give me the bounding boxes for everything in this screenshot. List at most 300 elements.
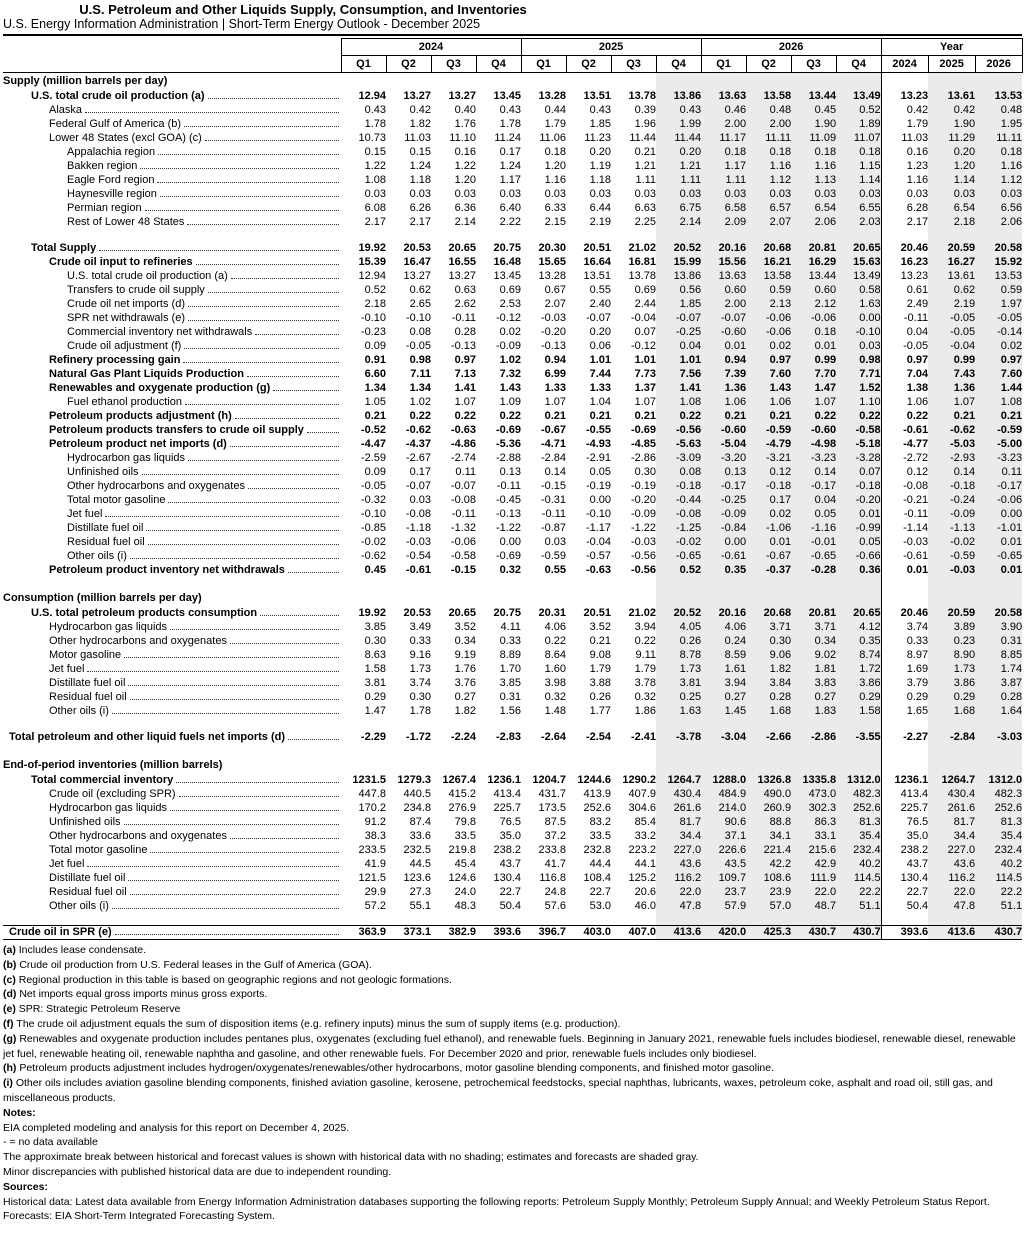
spacer-row [3, 719, 1022, 731]
table-row [3, 872, 1022, 886]
value-cell [386, 757, 431, 774]
value-cell: 233.8 [538, 844, 567, 856]
value-cell: -0.07 [656, 312, 701, 326]
value-cell: 276.9 [448, 802, 476, 814]
row-label-cell [3, 830, 341, 844]
section-heading: Consumption (million barrels per day) [3, 592, 202, 604]
value-cell: 2.62 [454, 298, 476, 310]
value-cell: 0.52 [364, 284, 386, 296]
value-cell: -2.54 [585, 731, 612, 743]
row-label: Total motor gasoline [67, 494, 166, 506]
value-cell: 0.00 [589, 494, 612, 506]
value-cell: -0.67 [540, 424, 567, 436]
value-cell: -4.47 [360, 438, 386, 450]
value-cell: 81.3 [836, 816, 881, 830]
value-cell: 1.01 [656, 354, 701, 368]
value-cell: 21.02 [628, 607, 657, 619]
value-cell: 0.02 [746, 340, 791, 354]
table-row [3, 90, 1022, 104]
value-cell: 0.34 [791, 635, 836, 649]
value-cell: 13.27 [448, 270, 476, 282]
value-cell: 20.75 [493, 607, 522, 619]
dot-leader [183, 362, 339, 363]
dot-leader [112, 908, 339, 909]
table-row [3, 886, 1022, 900]
value-cell: 1.05 [364, 396, 386, 408]
value-cell: 0.21 [975, 410, 1022, 424]
value-cell: 0.42 [928, 104, 975, 118]
quarter-header: Q2 [386, 56, 431, 73]
value-cell: 1.45 [701, 705, 746, 719]
value-cell: 1.02 [409, 396, 431, 408]
value-cell [521, 914, 566, 926]
value-cell: 0.58 [836, 284, 881, 298]
spacer-row [3, 914, 1022, 926]
value-cell [341, 590, 386, 607]
value-cell: 2.03 [836, 216, 881, 230]
dot-leader [112, 713, 339, 714]
row-label: Distillate fuel oil [49, 677, 126, 689]
value-cell: 1.63 [836, 298, 881, 312]
value-cell [836, 757, 881, 774]
row-label: Residual fuel oil [49, 886, 127, 898]
row-label: Permian region [67, 202, 142, 214]
value-cell: 413.6 [928, 926, 975, 940]
value-cell: 1.85 [589, 118, 612, 130]
value-cell: -4.85 [630, 438, 657, 450]
section-heading-row [3, 757, 1022, 774]
value-cell: 1.21 [656, 160, 701, 174]
value-cell: 2.18 [928, 216, 975, 230]
value-cell: 1.79 [544, 118, 567, 130]
value-cell: -0.10 [585, 508, 612, 520]
value-cell [791, 578, 836, 590]
value-cell: -0.13 [450, 340, 476, 352]
value-cell: 19.92 [358, 242, 386, 254]
value-cell: 3.85 [499, 677, 522, 689]
value-cell: 0.98 [409, 354, 431, 366]
value-cell: 1264.7 [928, 774, 975, 788]
value-cell [836, 719, 881, 731]
value-cell: -1.22 [630, 522, 657, 534]
value-cell: -0.05 [360, 480, 386, 492]
row-label-cell [3, 508, 341, 522]
row-label: U.S. total crude oil production (a) [67, 270, 228, 282]
page-subtitle: U.S. Energy Information Administration | Short-Term Energy Outlook - December 2025 [3, 17, 1022, 36]
value-cell: 0.03 [454, 188, 476, 200]
table-row [3, 691, 1022, 705]
dot-leader [130, 558, 339, 559]
table-row [3, 774, 1022, 788]
value-cell: 13.23 [881, 90, 928, 104]
value-cell: -0.10 [360, 508, 386, 520]
value-cell: 238.2 [881, 844, 928, 858]
table-row [3, 202, 1022, 216]
row-label: Petroleum products adjustment (h) [49, 410, 232, 422]
quarter-header: Q4 [656, 56, 701, 73]
value-cell: 2.19 [928, 298, 975, 312]
table-row [3, 802, 1022, 816]
value-cell: 0.21 [544, 410, 567, 422]
value-cell: -0.06 [746, 326, 791, 340]
value-cell: -0.67 [746, 550, 791, 564]
value-cell: 0.20 [656, 146, 701, 160]
value-cell [386, 719, 431, 731]
value-cell: -0.08 [881, 480, 928, 494]
value-cell: 20.51 [583, 607, 612, 619]
value-cell: 76.5 [499, 816, 522, 828]
value-cell: 20.58 [975, 242, 1022, 256]
table-row [3, 104, 1022, 118]
value-cell: -0.09 [495, 340, 522, 352]
value-cell: -0.24 [928, 494, 975, 508]
value-cell: 225.7 [493, 802, 522, 814]
table-row [3, 396, 1022, 410]
value-cell: 170.2 [358, 802, 386, 814]
value-cell: 173.5 [538, 802, 567, 814]
value-cell [521, 590, 566, 607]
value-cell: 20.46 [881, 242, 928, 256]
value-cell: 11.09 [791, 132, 836, 146]
value-cell: 0.31 [975, 635, 1022, 649]
value-cell: -0.03 [405, 536, 431, 548]
value-cell: 0.21 [634, 410, 657, 422]
value-cell: 0.98 [836, 354, 881, 368]
value-cell: 0.48 [975, 104, 1022, 118]
table-row [3, 452, 1022, 466]
value-cell: 1.77 [589, 705, 612, 717]
value-cell: 7.13 [454, 368, 476, 380]
value-cell: 8.90 [928, 649, 975, 663]
value-cell [521, 757, 566, 774]
value-cell: 4.12 [836, 621, 881, 635]
value-cell: 57.9 [701, 900, 746, 914]
value-cell: 430.4 [928, 788, 975, 802]
value-cell: 0.61 [881, 284, 928, 298]
value-cell: 0.18 [544, 146, 567, 158]
value-cell: 0.01 [881, 564, 928, 578]
footnote-marker: (f) [3, 1017, 17, 1030]
table-row [3, 174, 1022, 188]
value-cell: 9.16 [409, 649, 431, 661]
value-cell: -3.04 [701, 731, 746, 745]
value-cell: 16.21 [746, 256, 791, 270]
row-label: Crude oil (excluding SPR) [49, 788, 176, 800]
value-cell: 3.88 [589, 677, 612, 689]
value-cell [476, 590, 521, 607]
dot-leader [85, 112, 339, 113]
value-cell: -0.56 [630, 564, 657, 576]
value-cell [836, 745, 881, 757]
value-cell: 11.29 [928, 132, 975, 146]
table-row [3, 438, 1022, 452]
value-cell: 0.18 [791, 326, 836, 340]
value-cell: 0.03 [881, 188, 928, 202]
value-cell: 0.06 [589, 340, 612, 352]
value-cell: 1.14 [836, 174, 881, 188]
value-cell: 2.14 [656, 216, 701, 230]
value-cell: -2.88 [495, 452, 522, 464]
value-cell [928, 719, 975, 731]
value-cell [341, 719, 386, 731]
value-cell [431, 914, 476, 926]
value-cell: 233.5 [358, 844, 386, 856]
value-cell [611, 590, 656, 607]
value-cell: 33.2 [634, 830, 657, 842]
value-cell: 1.07 [544, 396, 567, 408]
row-label-cell [3, 802, 341, 816]
value-cell: 0.11 [975, 466, 1022, 480]
row-label-cell [3, 731, 341, 745]
table-row [3, 788, 1022, 802]
value-cell: 6.56 [975, 202, 1022, 216]
value-cell [746, 914, 791, 926]
value-cell: 109.7 [701, 872, 746, 886]
row-label: Crude oil adjustment (f) [67, 340, 182, 352]
value-cell: 43.7 [881, 858, 928, 872]
value-cell: 2.44 [634, 298, 657, 310]
value-cell: 37.1 [701, 830, 746, 844]
value-cell: -0.12 [495, 312, 522, 324]
value-cell: 0.02 [746, 508, 791, 522]
table-row [3, 550, 1022, 564]
value-cell: -1.01 [975, 522, 1022, 536]
value-cell: 2.65 [409, 298, 431, 310]
value-cell: 1.43 [499, 382, 522, 394]
value-cell: -3.21 [746, 452, 791, 466]
value-cell [881, 230, 928, 242]
value-cell: -0.59 [975, 424, 1022, 438]
value-cell: 8.59 [701, 649, 746, 663]
value-cell [566, 719, 611, 731]
value-cell: 35.4 [836, 830, 881, 844]
value-cell: -0.62 [405, 424, 431, 436]
value-cell: 0.22 [791, 410, 836, 424]
row-label: Unfinished oils [49, 816, 121, 828]
value-cell: 1.90 [791, 118, 836, 132]
value-cell: -1.32 [450, 522, 476, 534]
row-label: SPR net withdrawals (e) [67, 312, 185, 324]
value-cell: 1.78 [409, 705, 431, 717]
table-row [3, 160, 1022, 174]
value-cell: 0.43 [364, 104, 386, 116]
value-cell: 1.13 [791, 174, 836, 188]
value-cell [791, 757, 836, 774]
value-cell: -2.83 [495, 731, 522, 743]
value-cell: -0.15 [540, 480, 567, 492]
value-cell [521, 745, 566, 757]
value-cell: 0.02 [499, 326, 522, 338]
value-cell: 6.60 [364, 368, 386, 380]
value-cell: 20.81 [791, 242, 836, 256]
table-row [3, 621, 1022, 635]
row-label: U.S. total crude oil production (a) [31, 90, 205, 102]
value-cell: 1.65 [881, 705, 928, 719]
value-cell: -2.64 [540, 731, 567, 743]
value-cell: 0.30 [746, 635, 791, 649]
value-cell: 7.39 [701, 368, 746, 382]
value-cell: 482.3 [975, 788, 1022, 802]
value-cell [656, 578, 701, 590]
value-cell [791, 719, 836, 731]
value-cell [881, 590, 928, 607]
table-row [3, 410, 1022, 424]
footnotes [3, 940, 1022, 1224]
value-cell: 0.29 [836, 691, 881, 705]
row-label: Hydrocarbon gas liquids [67, 452, 186, 464]
value-cell: 4.05 [656, 621, 701, 635]
value-cell: -1.16 [791, 522, 836, 536]
value-cell: 393.6 [476, 926, 521, 940]
value-cell: 0.97 [746, 354, 791, 368]
value-cell: -0.03 [881, 536, 928, 550]
value-cell: 88.8 [746, 816, 791, 830]
row-label-cell [3, 438, 341, 452]
footnote-marker: (g) [3, 1032, 20, 1045]
value-cell: 20.16 [701, 607, 746, 621]
value-cell [386, 745, 431, 757]
value-cell: 0.14 [928, 466, 975, 480]
value-cell: 2.18 [364, 298, 386, 310]
row-label-cell [3, 90, 341, 104]
row-label: Hydrocarbon gas liquids [49, 621, 168, 633]
value-cell: 0.69 [634, 284, 657, 296]
value-cell: -3.28 [836, 452, 881, 466]
value-cell: 1.06 [881, 396, 928, 410]
value-cell: 6.40 [499, 202, 522, 214]
value-cell: 1.11 [635, 174, 657, 186]
row-label: Haynesville region [67, 188, 157, 200]
value-cell: 42.9 [791, 858, 836, 872]
value-cell: 9.19 [454, 649, 476, 661]
value-cell: -0.58 [450, 550, 476, 562]
value-cell [701, 757, 746, 774]
dot-leader [87, 866, 339, 867]
footnote-line: (a) Includes lease condensate. [3, 944, 147, 956]
value-cell: 0.48 [746, 104, 791, 118]
row-label-cell [3, 382, 341, 396]
value-cell: 1.09 [499, 396, 522, 408]
dot-leader [196, 264, 339, 265]
value-cell: -0.59 [540, 550, 567, 562]
table-row [3, 242, 1022, 256]
row-label-cell [3, 480, 341, 494]
row-label: Other hydrocarbons and oxygenates [49, 830, 227, 842]
value-cell [656, 757, 701, 774]
value-cell: -0.20 [540, 326, 567, 338]
value-cell: 8.97 [881, 649, 928, 663]
value-cell: 484.9 [701, 788, 746, 802]
value-cell: 393.6 [881, 926, 928, 940]
dot-leader [128, 880, 339, 881]
row-label: Petroleum product net imports (d) [49, 438, 227, 450]
value-cell: 0.22 [881, 410, 928, 424]
value-cell: 0.67 [544, 284, 567, 296]
value-cell: -0.11 [541, 508, 567, 520]
dot-leader [130, 894, 339, 895]
value-cell: 0.01 [975, 564, 1022, 578]
value-cell: 35.0 [499, 830, 522, 842]
value-cell: -0.18 [656, 480, 701, 494]
row-label-cell [3, 256, 341, 270]
value-cell: 1.04 [589, 396, 612, 408]
value-cell: 430.4 [656, 788, 701, 802]
value-cell: 33.1 [791, 830, 836, 844]
value-cell [791, 745, 836, 757]
value-cell: 41.7 [544, 858, 567, 870]
value-cell: 7.11 [410, 368, 431, 380]
value-cell: 79.8 [454, 816, 476, 828]
value-cell: -0.19 [585, 480, 612, 492]
value-cell: 6.08 [364, 202, 386, 214]
value-cell: 1.34 [364, 382, 386, 394]
value-cell: 1.82 [409, 118, 431, 130]
value-cell [341, 745, 386, 757]
value-cell: -0.25 [701, 494, 746, 508]
value-cell: 260.9 [746, 802, 791, 816]
value-cell: 1.06 [746, 396, 791, 410]
value-cell: 16.23 [881, 256, 928, 270]
spacer-row [3, 230, 1022, 242]
value-cell: 0.30 [409, 691, 431, 703]
dot-leader [184, 126, 339, 127]
value-cell: 227.0 [656, 844, 701, 858]
value-cell [341, 230, 386, 242]
value-cell: 1.64 [975, 705, 1022, 719]
value-cell: -5.18 [836, 438, 881, 452]
value-cell: 0.99 [791, 354, 836, 368]
value-cell: 13.78 [628, 270, 657, 282]
table-row [3, 480, 1022, 494]
value-cell: 114.5 [836, 872, 881, 886]
value-cell: 1244.6 [577, 774, 612, 786]
value-cell [656, 719, 701, 731]
value-cell: -0.28 [791, 564, 836, 578]
value-cell: 3.74 [881, 621, 928, 635]
year-group-header: Year [881, 39, 1022, 56]
value-cell: 34.4 [656, 830, 701, 844]
row-label: Federal Gulf of America (b) [49, 118, 182, 130]
value-cell: 1.20 [928, 160, 975, 174]
value-cell: 20.65 [836, 242, 881, 256]
value-cell: 20.53 [403, 242, 431, 254]
dot-leader [170, 810, 339, 811]
value-cell: 1.56 [499, 705, 522, 717]
value-cell: 0.32 [499, 564, 522, 576]
value-cell: -4.98 [791, 438, 836, 452]
value-cell: 91.2 [364, 816, 386, 828]
value-cell: 22.2 [975, 886, 1022, 900]
value-cell: 413.9 [583, 788, 612, 800]
dot-leader [115, 934, 339, 935]
value-cell: 1.21 [634, 160, 657, 172]
value-cell: 0.09 [364, 340, 386, 352]
value-cell: 24.0 [454, 886, 476, 898]
value-cell: 1.97 [975, 298, 1022, 312]
dot-leader [105, 516, 339, 517]
quarter-header: Q1 [341, 56, 386, 73]
value-cell [611, 719, 656, 731]
value-cell: -4.71 [540, 438, 567, 450]
value-cell: 0.42 [881, 104, 928, 118]
value-cell: 0.40 [454, 104, 476, 116]
value-cell [881, 719, 928, 731]
value-cell: 1.82 [746, 663, 791, 677]
value-cell: 1.01 [589, 354, 612, 366]
value-cell: 108.6 [746, 872, 791, 886]
value-cell: 3.78 [634, 677, 657, 689]
value-cell: 0.18 [975, 146, 1022, 160]
